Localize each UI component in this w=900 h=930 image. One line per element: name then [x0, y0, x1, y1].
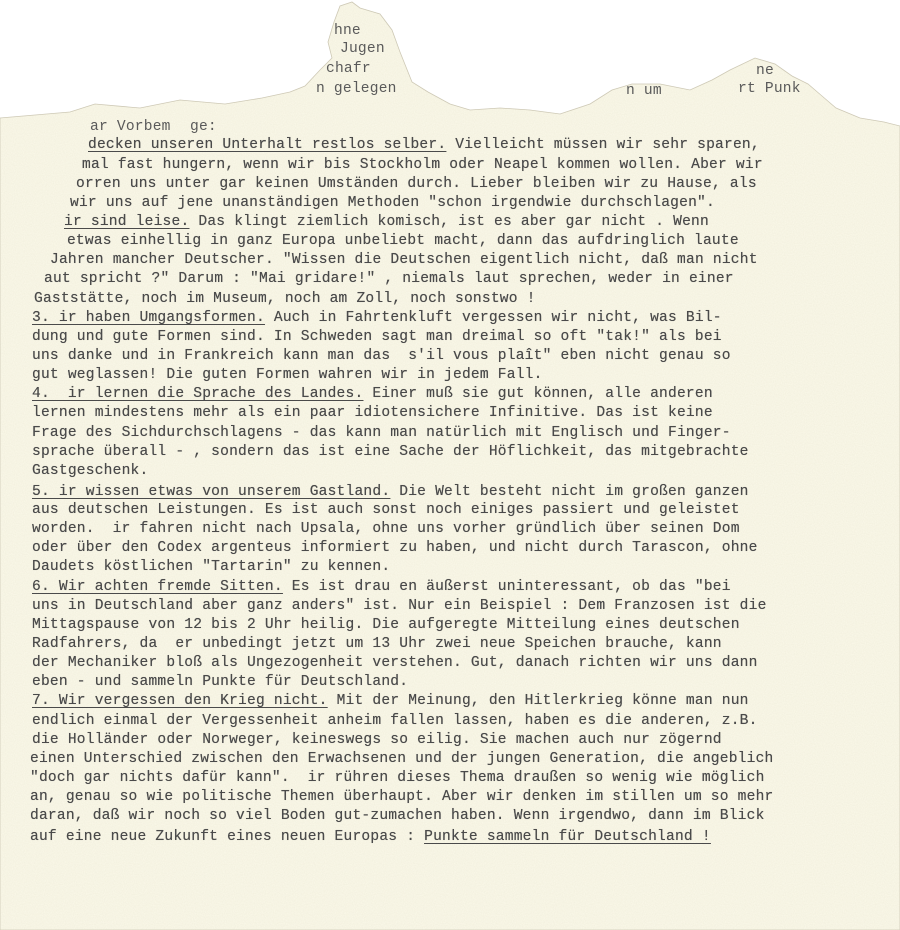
line-text: lernen mindestens mehr als ein paar idiotensichere Infinitive. Das ist keine — [32, 405, 713, 421]
underlined-heading: 5. ir wissen etwas von unserem Gastland. — [32, 484, 391, 500]
fragment-text: hne — [334, 23, 361, 39]
line-text: gut weglassen! Die guten Formen wahren wir in jedem Fall. — [32, 367, 543, 383]
line-text: "doch gar nichts dafür kann". ir rühren dieses Thema draußen so wenig wie möglich — [30, 770, 765, 786]
line-text: orren uns unter gar keinen Umständen durch. Lieber bleiben wir zu Hause, als — [76, 176, 757, 192]
text-line — [32, 385, 713, 403]
line-text: oder über den Codex argenteus informiert zu haben, und nicht durch Tarascon, ohne — [32, 540, 758, 556]
line-text: Die Welt besteht nicht im großen ganzen — [390, 484, 749, 500]
underlined-heading: ir sind leise. — [64, 214, 190, 230]
text-line — [32, 424, 731, 442]
line-text: etwas einhellig in ganz Europa unbeliebt macht, dann das aufdringlich laute — [58, 233, 739, 249]
underlined-heading: decken unseren Unterhalt restlos selber. — [88, 137, 447, 153]
line-text: Einer muß sie gut können, alle anderen — [363, 386, 713, 402]
text-line — [30, 750, 774, 768]
text-line — [32, 366, 543, 384]
line-text: uns danke und in Frankreich kann man das s'il vous plaît" eben nicht genau so — [32, 348, 731, 364]
text-line — [32, 654, 758, 672]
fragment-text: chafr — [326, 61, 371, 77]
line-text: auf eine neue Zukunft eines neuen Europas : — [30, 829, 425, 845]
line-text: sprache überall - , sondern das ist eine Sache der Höflichkeit, das mitgebrachte — [32, 444, 749, 460]
text-line — [82, 156, 763, 174]
line-text: aut spricht ?" Darum : "Mai gridare!" , niemals laut sprechen, weder in einer — [44, 271, 734, 287]
underlined-heading: 6. Wir achten fremde Sitten. — [32, 579, 283, 595]
text-line — [32, 731, 722, 749]
line-text: worden. ir fahren nicht nach Upsala, ohne uns vorher gründlich über seinen Dom — [32, 521, 740, 537]
line-text: Jahren mancher Deutscher. "Wissen die Deutschen eigentlich nicht, daß man nicht — [50, 252, 758, 268]
underlined-heading: 4. ir lernen die Sprache des Landes. — [32, 386, 364, 402]
line-text: Mit der Meinung, den Hitlerkrieg könne man nun — [327, 693, 749, 709]
text-line — [32, 520, 740, 538]
text-line — [32, 616, 740, 634]
text-line — [50, 251, 758, 269]
line-text: an, genau so wie politische Themen überhaupt. Aber wir denken im stillen um so mehr — [30, 789, 774, 805]
text-line — [32, 501, 740, 519]
fragment-text: n um — [626, 83, 662, 99]
line-text: einen Unterschied zwischen den Erwachsenen und der jungen Generation, die angeblich — [30, 751, 774, 767]
text-line — [32, 462, 148, 480]
fragment-text: rt Punk — [738, 81, 801, 97]
text-line — [32, 712, 758, 730]
text-line — [32, 309, 722, 327]
line-text: wir uns auf jene unanständigen Methoden "schon irgendwie durchschlagen". — [70, 195, 715, 211]
line-text: aus deutschen Leistungen. Es ist auch sonst noch einiges passiert und geleistet — [32, 502, 740, 518]
line-text: dung und gute Formen sind. In Schweden sagt man dreimal so oft "tak!" als bei — [32, 329, 722, 345]
line-text: Mittagspause von 12 bis 2 Uhr heilig. Die aufgeregte Mitteilung eines deutschen — [32, 617, 740, 633]
line-text: daran, daß wir noch so viel Boden gut-zumachen haben. Wenn irgendwo, dann im Blick — [30, 808, 765, 824]
text-line — [70, 194, 715, 212]
text-line — [32, 597, 767, 615]
text-line — [32, 443, 749, 461]
text-line — [64, 213, 709, 231]
text-line — [34, 290, 536, 308]
underlined-heading: 3. ir haben Umgangsformen. — [32, 310, 265, 326]
line-text: Das klingt ziemlich komisch, ist es aber gar nicht . Wenn — [189, 214, 709, 230]
text-line — [32, 347, 731, 365]
text-line — [58, 232, 739, 250]
text-line — [30, 769, 765, 787]
line-text: Gaststätte, noch im Museum, noch am Zoll, noch sonstwo ! — [34, 291, 536, 307]
text-line — [30, 807, 765, 825]
text-line — [32, 578, 731, 596]
line-text: der Mechaniker bloß als Ungezogenheit verstehen. Gut, danach richten wir uns dann — [32, 655, 758, 671]
fragment-text: ar Vorbem — [90, 119, 171, 135]
text-line — [76, 175, 757, 193]
line-text: Vielleicht müssen wir sehr sparen, — [446, 137, 760, 153]
line-text: mal fast hungern, wenn wir bis Stockholm oder Neapel kommen wollen. Aber wir — [82, 157, 763, 173]
text-line — [32, 558, 390, 576]
line-text: die Holländer oder Norweger, keineswegs so eilig. Sie machen auch nur zögernd — [32, 732, 722, 748]
text-line — [32, 692, 749, 710]
line-text: Gastgeschenk. — [32, 463, 149, 479]
line-text: endlich einmal der Vergessenheit anheim fallen lassen, haben es die anderen, z.B. — [32, 713, 758, 729]
underlined-heading: Punkte sammeln für Deutschland ! — [424, 829, 711, 845]
line-text: Frage des Sichdurchschlagens - das kann man natürlich mit Englisch und Finger- — [32, 425, 731, 441]
text-line — [30, 828, 711, 846]
text-line — [32, 483, 749, 501]
fragment-text: ne — [756, 63, 774, 79]
underlined-heading: 7. Wir vergessen den Krieg nicht. — [32, 693, 328, 709]
line-text: eben - und sammeln Punkte für Deutschland. — [32, 674, 409, 690]
line-text: Daudets köstlichen "Tartarin" zu kennen. — [32, 559, 391, 575]
text-line — [32, 328, 722, 346]
text-line — [88, 136, 760, 154]
fragment-text: n gelegen — [316, 81, 397, 97]
fragment-text: Jugen — [340, 41, 385, 57]
text-line — [44, 270, 734, 288]
line-text: Auch in Fahrtenkluft vergessen wir nicht, was Bil- — [264, 310, 722, 326]
line-text: Es ist drau en äußerst uninteressant, ob das "bei — [282, 579, 731, 595]
text-line — [32, 673, 408, 691]
text-line — [32, 635, 722, 653]
fragment-text: ge: — [190, 119, 217, 135]
line-text: Radfahrers, da er unbedingt jetzt um 13 Uhr zwei neue Speichen brauche, kann — [32, 636, 722, 652]
text-line — [30, 788, 774, 806]
text-line — [32, 539, 758, 557]
line-text: uns in Deutschland aber ganz anders" ist. Nur ein Beispiel : Dem Franzosen ist die — [32, 598, 767, 614]
text-line — [32, 404, 713, 422]
